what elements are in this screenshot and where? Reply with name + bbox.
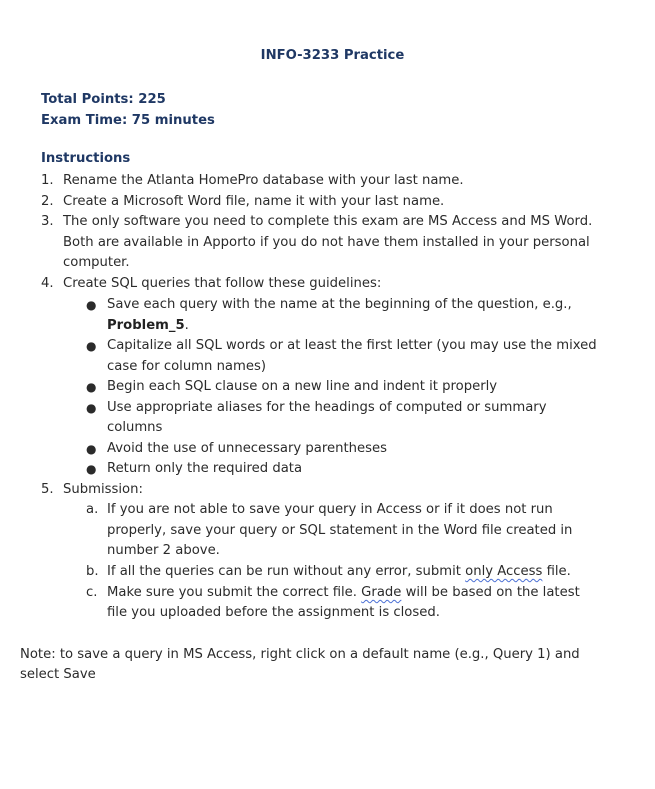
list-number: 5. xyxy=(41,482,54,497)
list-item-text: Both are available in Apporto if you do not have them installed in your personal xyxy=(63,235,590,250)
list-number: 2. xyxy=(41,194,54,209)
sub-text: Make sure you submit the correct file. Grade will be based on the latest xyxy=(107,585,580,600)
bullet-text: Save each query with the name at the beginning of the question, e.g., xyxy=(107,297,572,312)
list-item-text: Create a Microsoft Word file, name it with your last name. xyxy=(63,194,445,209)
bullet-glyph: ● xyxy=(86,339,97,353)
bullet-text: Begin each SQL clause on a new line and indent it properly xyxy=(107,379,498,394)
list-item-text: Rename the Atlanta HomePro database with your last name. xyxy=(63,173,464,188)
list-item-text: Create SQL queries that follow these guidelines: xyxy=(63,276,382,291)
bullet-text: Problem_5. xyxy=(107,318,189,333)
bullet-text: case for column names) xyxy=(107,359,266,374)
bullet-glyph: ● xyxy=(86,442,97,456)
list-number: 4. xyxy=(41,276,54,291)
bullet-text: Use appropriate aliases for the headings of computed or summary xyxy=(107,400,547,415)
bullet-text: Avoid the use of unnecessary parentheses xyxy=(107,441,387,456)
bullet-text: columns xyxy=(107,420,163,435)
bullet-glyph: ● xyxy=(86,401,97,415)
sub-label: c. xyxy=(86,585,98,600)
spellcheck-underline: Grade xyxy=(361,585,402,600)
bullet-text: Capitalize all SQL words or at least the first letter (you may use the mixed xyxy=(107,338,597,353)
note-text: select Save xyxy=(20,667,96,682)
sub-text: properly, save your query or SQL statement in the Word file created in xyxy=(107,523,573,538)
note-text: Note: to save a query in MS Access, right click on a default name (e.g., Query 1) and xyxy=(20,647,580,662)
sub-text: If all the queries can be run without any error, submit only Access file. xyxy=(107,564,571,579)
exam-meta xyxy=(41,89,215,131)
sub-text: file you uploaded before the assignment is closed. xyxy=(107,605,440,620)
sub-text: If you are not able to save your query in Access or if it does not run xyxy=(107,502,553,517)
bullet-glyph: ● xyxy=(86,462,97,476)
sub-text: number 2 above. xyxy=(107,543,220,558)
bold-text: Problem_5 xyxy=(107,318,185,333)
list-item-text: computer. xyxy=(63,255,130,270)
sub-label: a. xyxy=(86,502,99,517)
bullet-glyph: ● xyxy=(86,298,97,312)
list-item-text: The only software you need to complete this exam are MS Access and MS Word. xyxy=(63,214,593,229)
exam-time: Exam Time: 75 minutes xyxy=(41,113,215,128)
sub-label: b. xyxy=(86,564,99,579)
bullet-glyph: ● xyxy=(86,380,97,394)
list-number: 1. xyxy=(41,173,54,188)
list-item-text: Submission: xyxy=(63,482,143,497)
document-title: INFO-3233 Practice xyxy=(260,48,405,63)
total-points: Total Points: 225 xyxy=(41,92,166,107)
instructions-heading: Instructions xyxy=(41,151,131,166)
list-number: 3. xyxy=(41,214,54,229)
spellcheck-underline: only Access xyxy=(465,564,543,579)
bullet-text: Return only the required data xyxy=(107,461,303,476)
